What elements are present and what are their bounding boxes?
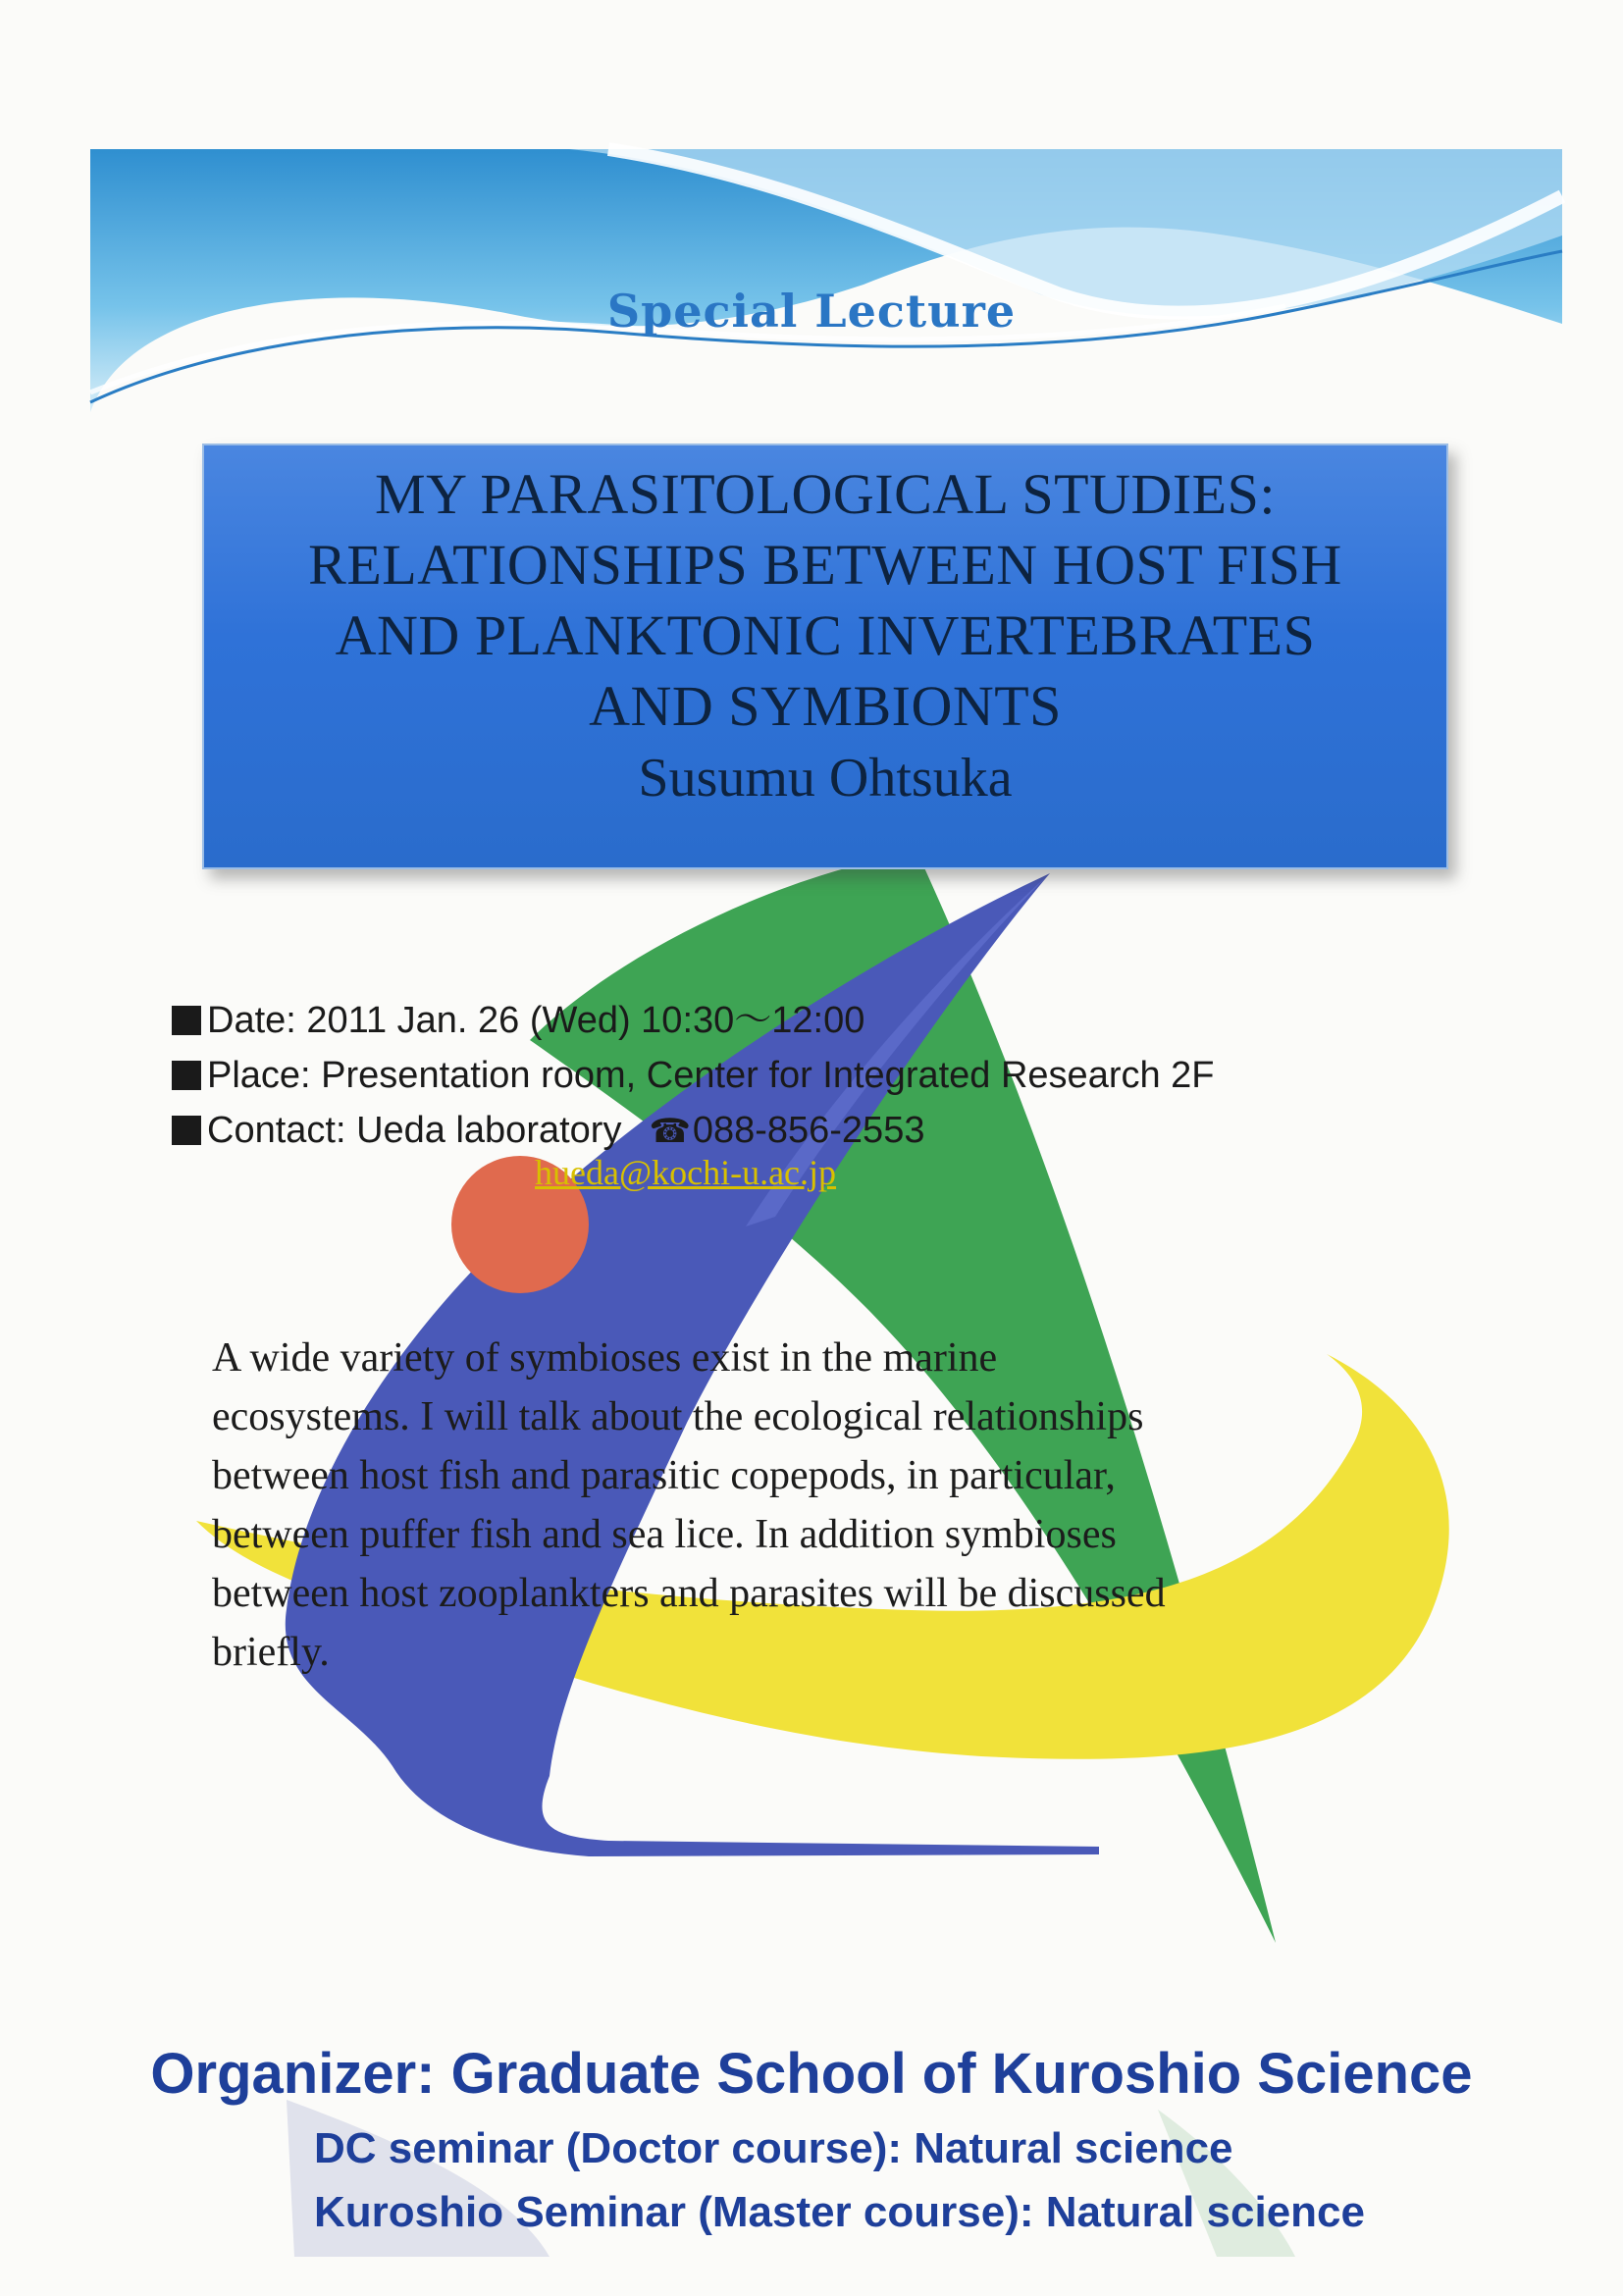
title-line-3: AND PLANKTONIC INVERTEBRATES xyxy=(335,603,1316,667)
special-lecture-label: Special Lecture xyxy=(606,285,1017,338)
place-text: Place: Presentation room, Center for Integrated Research 2F xyxy=(207,1055,1215,1096)
telephone-icon: ☎ xyxy=(649,1112,691,1151)
speaker-name: Susumu Ohtsuka xyxy=(638,748,1013,809)
kuroshio-seminar-line: Kuroshio Seminar (Master course): Natural science xyxy=(314,2188,1365,2236)
title-line-2: RELATIONSHIPS BETWEEN HOST FISH xyxy=(308,533,1342,597)
abstract-line-2: ecosystems. I will talk about the ecological relationships xyxy=(212,1394,1144,1439)
title-line-1: MY PARASITOLOGICAL STUDIES: xyxy=(375,462,1276,526)
title-line-4: AND SYMBIONTS xyxy=(589,674,1062,738)
dc-seminar-line: DC seminar (Doctor course): Natural science xyxy=(314,2124,1233,2172)
date-row xyxy=(172,993,1215,1048)
date-text: Date: 2011 Jan. 26 (Wed) 10:30〜12:00 xyxy=(207,1000,865,1041)
title-box xyxy=(202,444,1448,869)
abstract-line-5: between host zooplankters and parasites will be discussed xyxy=(212,1571,1166,1616)
black-square-icon xyxy=(172,1061,201,1090)
abstract-line-3: between host fish and parasitic copepods, in particular, xyxy=(212,1453,1116,1498)
contact-row xyxy=(172,1103,1215,1159)
black-square-icon xyxy=(172,1116,201,1145)
organizer-line: Organizer: Graduate School of Kuroshio Science xyxy=(150,2042,1473,2106)
phone-number: 088-856-2553 xyxy=(692,1110,925,1151)
contact-text: Contact: Ueda laboratory xyxy=(207,1110,622,1151)
event-info xyxy=(172,993,1215,1159)
abstract-line-6: briefly. xyxy=(212,1630,330,1675)
abstract-text xyxy=(212,1329,1468,1682)
abstract-line-1: A wide variety of symbioses exist in the marine xyxy=(212,1335,998,1381)
contact-email-link[interactable]: hueda@kochi-u.ac.jp xyxy=(535,1153,837,1192)
abstract-line-4: between puffer fish and sea lice. In addition symbioses xyxy=(212,1512,1117,1557)
place-row xyxy=(172,1048,1215,1103)
black-square-icon xyxy=(172,1006,201,1035)
